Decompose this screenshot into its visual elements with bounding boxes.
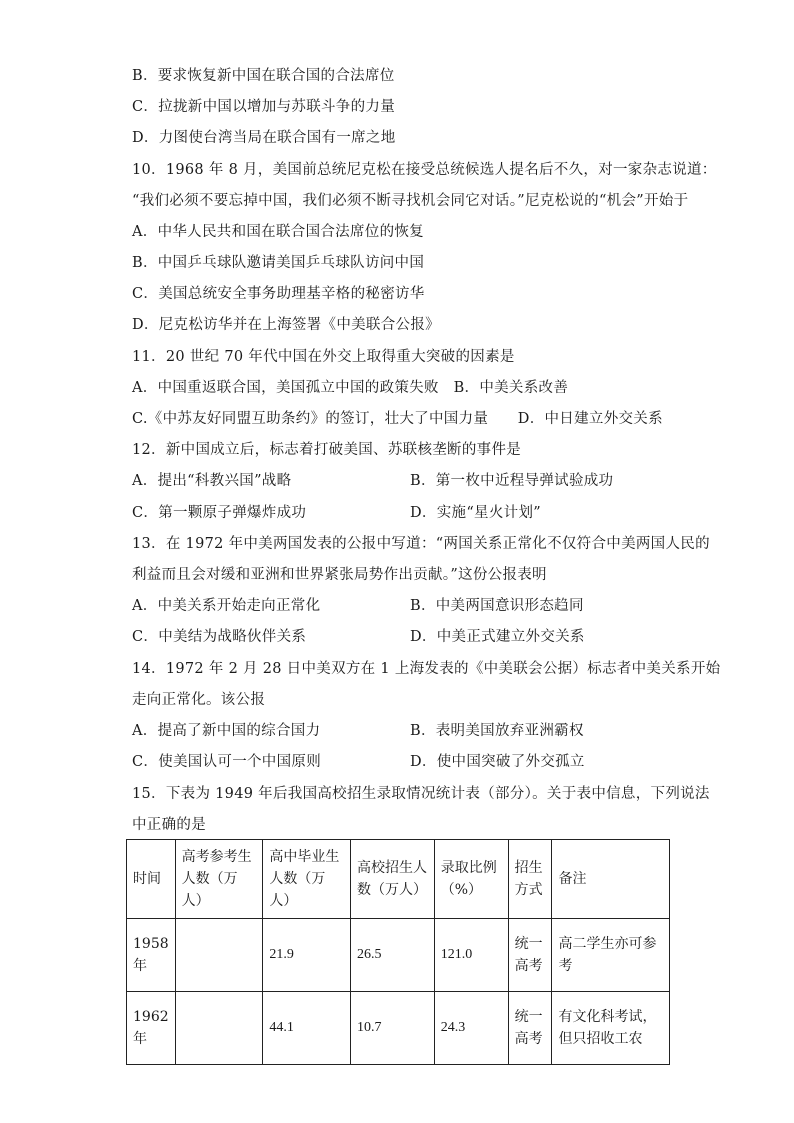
cell-note: 有文化科考试，但只招收工农 [552, 992, 670, 1065]
header-applicants: 高考参考生人数（万人） [175, 840, 263, 919]
q12-option-a: A．提出“科教兴国”战略 [132, 473, 292, 489]
cell-method: 统一高考 [508, 992, 552, 1065]
header-graduates: 高中毕业生人数（万人） [263, 840, 351, 919]
q12-option-c: C．第一颗原子弹爆炸成功 [132, 505, 307, 521]
cell-ratio: 121.0 [434, 919, 508, 992]
q10-stem-line2: “我们必须不要忘掉中国，我们必须不断寻找机会同它对话。”尼克松说的“机会”开始于 [132, 193, 689, 209]
q13-option-c: C．中美结为战略伙伴关系 [132, 629, 307, 645]
q15-stem-line1: 15．下表为 1949 年后我国高校招生录取情况统计表（部分）。关于表中信息，下列说法 [132, 786, 710, 802]
q13-stem-line2: 利益而且会对缓和亚洲和世界紧张局势作出贡献。”这份公报表明 [132, 567, 547, 583]
q12-options-row1 [132, 471, 291, 491]
cell-method: 统一高考 [508, 919, 552, 992]
q14-stem-line2: 走向正常化。该公报 [132, 692, 266, 708]
table-row [127, 992, 670, 1065]
q10-stem-line1: 10．1968 年 8 月，美国前总统尼克松在接受总统候选人提名后不久，对一家杂志说道： [132, 162, 717, 178]
q9-option-c: C．拉拢新中国以增加与苏联斗争的力量 [132, 99, 395, 115]
q14-option-a: A．提高了新中国的综合国力 [132, 723, 321, 739]
q10-option-a: A．中华人民共和国在联合国合法席位的恢复 [132, 224, 424, 240]
q11-stem: 11．20 世纪 70 年代中国在外交上取得重大突破的因素是 [132, 349, 515, 365]
q14-option-c: C．使美国认可一个中国原则 [132, 754, 321, 770]
q13-option-a: A．中美关系开始走向正常化 [132, 598, 321, 614]
header-ratio: 录取比例（%） [434, 840, 508, 919]
q13-stem-line1: 13．在 1972 年中美两国发表的公报中写道：“两国关系正常化不仅符合中美两国人民的 [132, 536, 710, 552]
q15-stem-line2: 中正确的是 [132, 817, 206, 833]
table-header-row [127, 840, 670, 919]
header-method: 招生方式 [508, 840, 552, 919]
q10-option-d: D．尼克松访华并在上海签署《中美联合公报》 [132, 317, 440, 333]
cell-graduates: 44.1 [263, 992, 351, 1065]
cell-applicants [175, 919, 263, 992]
header-time: 时间 [127, 840, 176, 919]
q9-option-b: B．要求恢复新中国在联合国的合法席位 [132, 68, 395, 84]
q13-option-b: B．中美两国意识形态趋同 [410, 598, 584, 614]
cell-time: 1958年 [127, 919, 176, 992]
q12-option-d: D．实施“星火计划” [410, 505, 541, 521]
cell-applicants [175, 992, 263, 1065]
cell-enrolled: 26.5 [351, 919, 435, 992]
header-note: 备注 [552, 840, 670, 919]
q10-option-b: B．中国乒乓球队邀请美国乒乓球队访问中国 [132, 255, 425, 271]
cell-enrolled: 10.7 [351, 992, 435, 1065]
cell-time: 1962年 [127, 992, 176, 1065]
q12-stem: 12．新中国成立后，标志着打破美国、苏联核垄断的事件是 [132, 442, 522, 458]
q14-option-b: B．表明美国放弃亚洲霸权 [410, 723, 584, 739]
q14-stem-line1: 14．1972 年 2 月 28 日中美双方在 1 上海发表的《中美联会公据）标志者中美关系开始 [132, 661, 721, 677]
q14-option-d: D．使中国突破了外交孤立 [410, 754, 585, 770]
header-enrolled: 高校招生人数（万人） [351, 840, 435, 919]
q13-option-d: D．中美正式建立外交关系 [410, 629, 585, 645]
cell-graduates: 21.9 [263, 919, 351, 992]
admissions-table [126, 839, 670, 1065]
q12-option-b: B．第一枚中近程导弹试验成功 [410, 473, 614, 489]
cell-note: 高二学生亦可参考 [552, 919, 670, 992]
q11-options-cd: C.《中苏友好同盟互助条约》的签订，壮大了中国力量 D．中日建立外交关系 [132, 411, 663, 427]
cell-ratio: 24.3 [434, 992, 508, 1065]
table-row [127, 919, 670, 992]
q10-option-c: C．美国总统安全事务助理基辛格的秘密访华 [132, 286, 425, 302]
q11-options-ab: A．中国重返联合国，美国孤立中国的政策失败 B．中美关系改善 [132, 380, 569, 396]
q9-option-d: D．力图使台湾当局在联合国有一席之地 [132, 130, 396, 146]
